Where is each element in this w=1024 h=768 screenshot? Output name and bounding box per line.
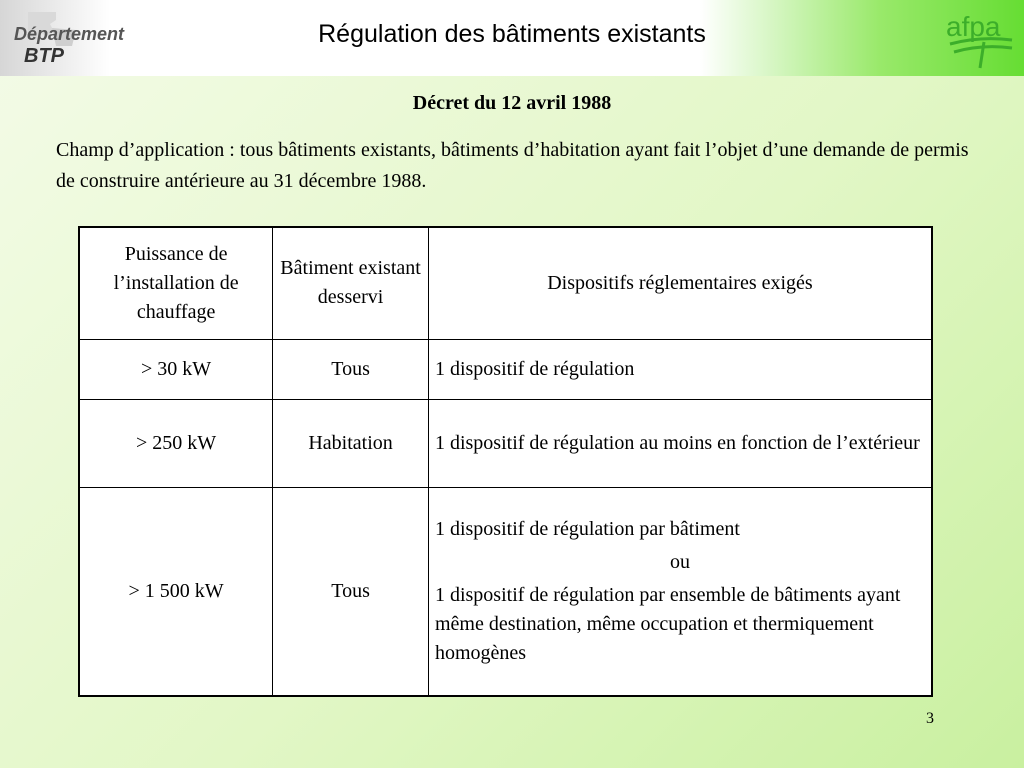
- or-separator: ou: [669, 550, 690, 573]
- building-cell: Tous: [273, 487, 429, 696]
- regulation-table: [78, 226, 933, 697]
- power-cell: > 250 kW: [79, 399, 273, 487]
- power-cell: > 30 kW: [79, 339, 273, 399]
- afpa-logo: [940, 6, 1018, 70]
- page-title: Régulation des bâtiments existants: [318, 20, 706, 48]
- building-cell: Tous: [273, 339, 429, 399]
- device-option-per-group: 1 dispositif de régulation par ensemble de bâtiments ayant même destination, même occupation et thermiquement homogènes: [434, 583, 901, 664]
- devices-cell: 1 dispositif de régulation: [428, 339, 932, 399]
- devices-cell: [428, 487, 932, 696]
- decree-subtitle: Décret du 12 avril 1988: [412, 92, 612, 114]
- devices-cell: 1 dispositif de régulation au moins en fonction de l’extérieur: [428, 399, 932, 487]
- scope-paragraph: Champ d’application : tous bâtiments existants, bâtiments d’habitation ayant fait l’objet d’une demande de permis de construire antérieure au 31 décembre 1988.: [56, 139, 969, 192]
- table-row: [79, 399, 932, 487]
- table-header-row: [79, 227, 932, 339]
- column-header-building: Bâtiment existant desservi: [273, 227, 429, 339]
- logo-btp-top-text: Département: [14, 24, 125, 44]
- building-cell: Habitation: [273, 399, 429, 487]
- logo-btp-bottom-text: BTP: [24, 45, 64, 67]
- table-row: [79, 487, 932, 696]
- column-header-devices: Dispositifs réglementaires exigés: [428, 227, 932, 339]
- table-row: [79, 339, 932, 399]
- device-option-per-building: 1 dispositif de régulation par bâtiment: [434, 517, 740, 540]
- page-number: 3: [926, 710, 934, 727]
- column-header-power: Puissance de l’installation de chauffage: [79, 227, 273, 339]
- power-cell: > 1 500 kW: [79, 487, 273, 696]
- afpa-logo-text: afpa: [946, 11, 1001, 42]
